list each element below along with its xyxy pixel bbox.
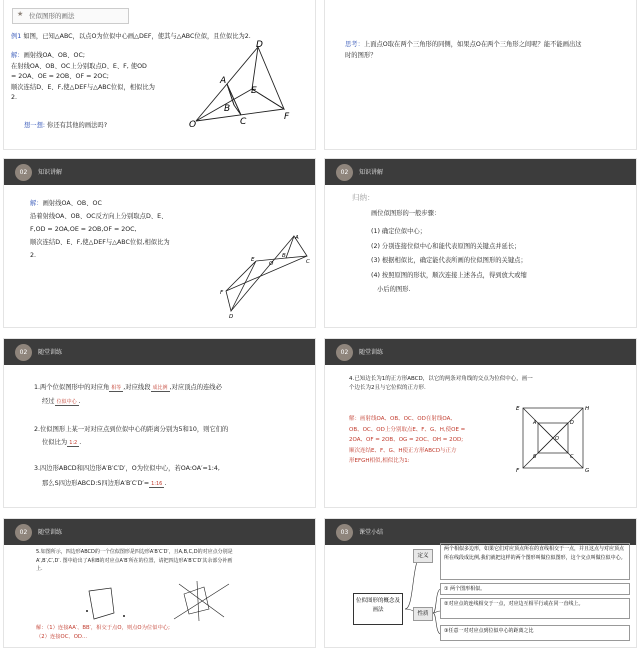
solution-line: 沿着射线OA、OB、OC反方向上分别取点D、E、 bbox=[30, 213, 168, 220]
slide-header bbox=[4, 339, 315, 365]
solution-line: 2. bbox=[30, 252, 37, 259]
slide-3[interactable] bbox=[324, 158, 637, 328]
solution-line: 形EFGH相似,相似比为1: bbox=[349, 458, 410, 464]
question-text bbox=[345, 40, 585, 61]
fig-label-B: B bbox=[224, 104, 231, 114]
slide-header bbox=[325, 159, 636, 185]
solution-block bbox=[30, 197, 220, 262]
property-text: ③任意一对对应点到位似中心的距离之比 bbox=[444, 628, 534, 634]
slide-2[interactable] bbox=[3, 158, 316, 328]
summary-title: 归纳： bbox=[352, 193, 375, 202]
solution-line: = 2OA、OE = 2OB、OF = 2OC; bbox=[11, 73, 109, 80]
answer-blank: 1:2 bbox=[69, 440, 78, 446]
square-homothety-figure bbox=[515, 402, 595, 477]
step-item: (1) 确定位似中心； bbox=[371, 228, 426, 235]
center-box-text: 位似图形的概念及画法 bbox=[355, 598, 400, 613]
slide-5[interactable] bbox=[324, 338, 637, 508]
question-body: 上面点O取在两个三角形的同侧，如果点O在两个三角形之间呢？能不能画出这时的图形？ bbox=[345, 41, 582, 59]
fig-label-C: C bbox=[306, 259, 310, 265]
q-line: A′,B′,C′,D′. 图中给出了A和B的对应点A′B′所在的位置，请把四边形A′B′C′D′其余部分补画 bbox=[36, 557, 233, 564]
q-line: 上. bbox=[36, 566, 43, 572]
solution-line: 画射线OA、OB、OC; bbox=[23, 52, 85, 59]
fig-label-G: G bbox=[585, 468, 590, 474]
section-number: 03 bbox=[336, 524, 353, 541]
answer-blank: 位似中心 bbox=[56, 399, 77, 405]
fig-label-F: F bbox=[284, 112, 290, 122]
think-text: 你还有其他的画法吗? bbox=[47, 122, 108, 129]
question-2 bbox=[34, 423, 314, 450]
fig-label-O: O bbox=[269, 261, 274, 267]
fig-label-D: D bbox=[570, 420, 574, 426]
section-title: 课堂小结 bbox=[359, 529, 384, 536]
step-item: (3) 根据相似比，确定能代表所画的位似图形的关键点； bbox=[371, 257, 527, 264]
q-line: 个边长为2且与它位似的正方形. bbox=[349, 385, 426, 391]
slide-header bbox=[4, 519, 315, 545]
fig-label-B: B bbox=[282, 253, 286, 259]
section-title: 随堂训练 bbox=[38, 529, 63, 536]
fig-label-E: E bbox=[516, 406, 520, 412]
fig-label-H: H bbox=[585, 406, 590, 412]
solution-block bbox=[11, 51, 181, 104]
summary-center-box bbox=[353, 593, 403, 625]
section-number: 02 bbox=[336, 164, 353, 181]
fig-label-D: D bbox=[256, 40, 263, 50]
q-text: . bbox=[79, 439, 82, 446]
question-4 bbox=[349, 375, 634, 393]
slide-title-tab bbox=[12, 8, 129, 24]
solution-line: 画射线OA、OB、OC bbox=[42, 200, 102, 207]
q-line: 4.已知边长为1的正方形ABCD，以它的两条对角线的交点为位似中心，画一 bbox=[349, 376, 533, 382]
property-box-3 bbox=[440, 625, 630, 641]
section-title: 随堂训练 bbox=[359, 349, 384, 356]
fig-label-A: A bbox=[533, 420, 537, 426]
solution-line: 顺次连结E、F、G、H使正方形ABCD与正方 bbox=[349, 447, 457, 454]
fig-label-E: E bbox=[251, 86, 257, 96]
q-text: ,对应顶点的连线必 bbox=[169, 384, 222, 391]
slide-1[interactable] bbox=[3, 0, 316, 150]
property-text: ②对应点的连线相交于一点，对应边互相平行或在同一直线上。 bbox=[444, 601, 584, 607]
solution-line: 2. bbox=[11, 94, 18, 101]
slide-7[interactable] bbox=[324, 518, 637, 648]
summary-intro: 画位似图形的一般步骤： bbox=[371, 210, 441, 217]
property-text: ① 两个图形相似。 bbox=[444, 586, 486, 592]
think-label: 想一想: bbox=[24, 122, 46, 129]
solution-line: 顺次连结D、E、F,使△DEF与△ABC位似，相似比为 bbox=[11, 83, 155, 91]
quad-figure-left bbox=[79, 581, 139, 626]
property-box-2 bbox=[440, 598, 630, 619]
solution-label: 解： bbox=[11, 52, 24, 59]
fig-label-F: F bbox=[220, 290, 224, 296]
fig-label-A: A bbox=[220, 76, 227, 86]
solution-line: 在射线OA、OB、OC上分别取点D、E、F, 使OD bbox=[11, 62, 147, 70]
q-text: 经过 bbox=[42, 398, 55, 405]
question-3 bbox=[34, 461, 314, 492]
slide-1-question[interactable] bbox=[324, 0, 637, 150]
fig-label-B: B bbox=[533, 454, 537, 460]
fig-label-C: C bbox=[570, 454, 574, 460]
fig-label-E: E bbox=[251, 257, 255, 263]
think-line bbox=[24, 121, 107, 132]
solution-line: 解：画射线OA、OB、OC、OD在射线OA、 bbox=[349, 416, 456, 422]
q-text: 2.位似图形上某一对对应点到位似中心的距离分别为5和10，则它们的 bbox=[34, 426, 229, 433]
section-number: 02 bbox=[15, 524, 32, 541]
fig-label-O: O bbox=[555, 436, 559, 442]
slide-header bbox=[4, 159, 315, 185]
solution-line: （2）连接OC、OD... bbox=[36, 634, 88, 640]
homothety-figure-1 bbox=[184, 39, 314, 139]
definition-box bbox=[440, 543, 630, 580]
solution-block bbox=[349, 414, 519, 467]
solution-label: 解： bbox=[30, 200, 43, 207]
solution-line: OB、OC、OD上分别取点E、F、G、H,使OE = bbox=[349, 426, 466, 433]
section-title: 随堂训练 bbox=[38, 349, 63, 356]
question-5 bbox=[36, 548, 314, 574]
definition-tag: 定义 bbox=[413, 549, 433, 563]
step-item: (4) 按照原图的形状，顺次连接上述各点，得到放大或缩 bbox=[371, 271, 527, 279]
solution-line: 顺次连结D、E、F,使△DEF与△ABC位似,相似比为 bbox=[30, 239, 170, 246]
answer-blank: 1:16 bbox=[151, 481, 163, 487]
section-title: 知识讲解 bbox=[38, 169, 63, 176]
section-number: 02 bbox=[336, 344, 353, 361]
section-number: 02 bbox=[15, 344, 32, 361]
answer-blank: 成比例 bbox=[152, 385, 168, 391]
solution-block bbox=[36, 624, 314, 642]
property-tag: 性质 bbox=[413, 607, 433, 621]
solution-line: F,OD = 2OA,OE = 2OB,OF = 2OC, bbox=[30, 226, 137, 233]
example-body: 如图，已知△ABC，以点O为位似中心画△DEF，使其与△ABC位似，且位似比为2. bbox=[21, 33, 251, 40]
property-box-1 bbox=[440, 583, 630, 595]
question-1 bbox=[34, 381, 314, 409]
fig-label-O: O bbox=[189, 120, 197, 130]
q-text: . bbox=[164, 480, 167, 487]
slide-title: 位似图形的画法 bbox=[29, 12, 75, 20]
homothety-figure-2 bbox=[209, 231, 314, 326]
fig-label-D: D bbox=[229, 314, 234, 320]
summary-steps bbox=[371, 225, 631, 298]
step-item: (2) 分别连接位似中心和能代表原图的关键点并延长； bbox=[371, 242, 521, 250]
definition-text: 两个相似多边形，如果它们对应顶点所在的直线相交于一点，并且这点与对应顶点所在线段成比例,我们就把这样的两个图形叫做位似图形，这个交点叫做位似中心。 bbox=[444, 546, 626, 561]
slide-4[interactable] bbox=[3, 338, 316, 508]
slide-6[interactable] bbox=[3, 518, 316, 648]
solution-line: 2OA、OF = 2OB、OG = 2OC、OH = 2OD; bbox=[349, 437, 464, 443]
q-text: 位似比为 bbox=[42, 439, 68, 446]
section-number: 02 bbox=[15, 164, 32, 181]
q-text: 那么S四边形ABCD:S四边形A′B′C′D′= bbox=[42, 480, 150, 487]
q-text: . bbox=[78, 398, 81, 405]
quad-figure-right bbox=[169, 579, 239, 624]
q-line: 5.如图所示，四边形ABCD的一个位似图形是四边形A′B′C′D′，且A,B,C,D的对应点分别是 bbox=[36, 549, 233, 555]
q-text: ,对应线段 bbox=[123, 384, 151, 391]
slide-header bbox=[325, 339, 636, 365]
star-icon: ★ bbox=[17, 10, 24, 18]
fig-label-F: F bbox=[516, 468, 520, 474]
example-label: 例1 bbox=[11, 33, 22, 40]
answer-blank: 相等 bbox=[111, 385, 122, 391]
fig-label-A: A bbox=[295, 235, 299, 241]
q-text: 3.四边形ABCD和四边形A′B′C′D′，O为位似中心，若OA:OA′=1:4, bbox=[34, 465, 220, 472]
q-text: 1.两个位似图形中的对应角 bbox=[34, 384, 110, 391]
question-label: 思考： bbox=[345, 41, 364, 48]
solution-line: 解：（1）连接AA′、BB′，相交于点O，则点O为位似中心; bbox=[36, 625, 170, 631]
step-item: 小后的图形. bbox=[377, 286, 411, 293]
fig-label-C: C bbox=[240, 117, 247, 127]
section-title: 知识讲解 bbox=[359, 169, 384, 176]
